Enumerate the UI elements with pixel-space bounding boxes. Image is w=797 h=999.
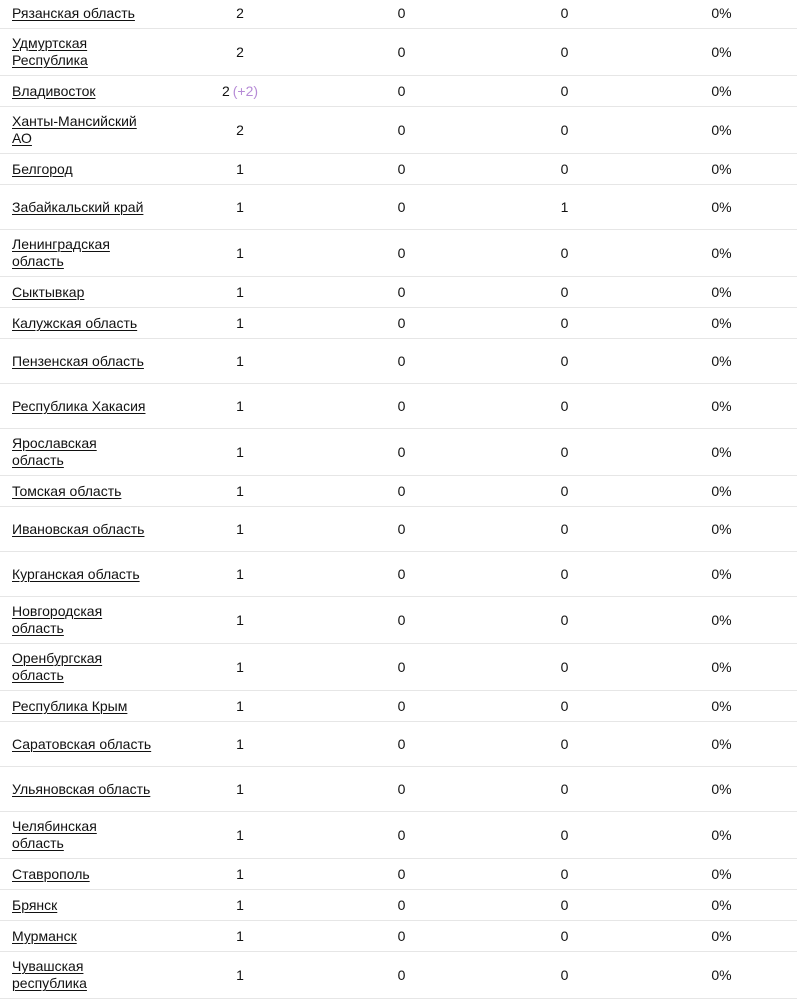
column-3-cell: 0 [397,697,406,714]
column-4-cell: 0 [560,43,569,60]
cases-cell [160,692,320,721]
column-3-cell: 0 [397,896,406,913]
column-3-cell: 0 [397,966,406,983]
table-row [0,767,797,812]
region-name-cell [0,860,160,889]
cases-cell [160,116,320,145]
cases-cell [160,0,320,28]
percent-cell: 0% [711,82,732,99]
table-row [0,859,797,890]
table-row [0,384,797,429]
region-link[interactable]: Ханты-Мансийский АО [12,113,137,146]
region-name-cell [0,0,160,28]
column-4-cell: 0 [560,397,569,414]
table-row [0,154,797,185]
cases-value: 1 [236,397,244,414]
region-name-cell [0,644,160,690]
column-4-cell: 0 [560,82,569,99]
cases-cell [160,309,320,338]
region-link[interactable]: Удмуртская Республика [12,35,88,68]
cases-cell [160,38,320,67]
column-3-cell: 0 [397,198,406,215]
percent-cell: 0% [711,565,732,582]
column-4-cell: 0 [560,735,569,752]
column-4-cell: 0 [560,966,569,983]
region-link[interactable]: Чувашская республика [12,958,87,991]
region-link[interactable]: Томская область [12,482,122,499]
cases-cell [160,477,320,506]
cases-value: 1 [236,198,244,215]
cases-value: 1 [236,896,244,913]
cases-cell [160,961,320,990]
percent-cell: 0% [711,244,732,261]
column-4-cell: 0 [560,160,569,177]
percent-cell: 0% [711,160,732,177]
table-row [0,722,797,767]
column-4-cell: 0 [560,611,569,628]
column-3-cell: 0 [397,565,406,582]
cases-cell [160,560,320,589]
region-name-cell [0,155,160,184]
column-4-cell: 0 [560,658,569,675]
region-name-cell [0,77,160,106]
region-link[interactable]: Белгород [12,160,73,177]
cases-cell [160,860,320,889]
column-3-cell: 0 [397,4,406,21]
column-3-cell: 0 [397,314,406,331]
region-name-cell [0,29,160,75]
column-4-cell: 0 [560,565,569,582]
cases-value: 1 [236,658,244,675]
region-name-cell [0,692,160,721]
column-3-cell: 0 [397,658,406,675]
cases-cell [160,278,320,307]
region-link[interactable]: Новгородская область [12,603,103,636]
region-name-cell [0,597,160,643]
region-name-cell [0,107,160,153]
column-4-cell: 0 [560,121,569,138]
region-link[interactable]: Саратовская область [12,735,152,752]
table-row [0,107,797,154]
region-name-cell [0,429,160,475]
region-name-cell [0,952,160,998]
cases-cell [160,775,320,804]
column-4-cell: 0 [560,314,569,331]
cases-value: 1 [236,352,244,369]
region-link[interactable]: Сыктывкар [12,283,85,300]
table-row [0,890,797,921]
region-name-cell [0,891,160,920]
table-row [0,76,797,107]
column-4-cell: 0 [560,244,569,261]
percent-cell: 0% [711,658,732,675]
region-name-cell [0,309,160,338]
percent-cell: 0% [711,4,732,21]
table-row [0,429,797,476]
cases-cell [160,606,320,635]
column-3-cell: 0 [397,244,406,261]
column-3-cell: 0 [397,82,406,99]
cases-cell [160,922,320,951]
table-row [0,921,797,952]
cases-value: 2 [236,121,244,138]
column-3-cell: 0 [397,352,406,369]
column-4-cell: 0 [560,780,569,797]
region-link[interactable]: Калужская область [12,314,138,331]
table-row [0,476,797,507]
table-row [0,230,797,277]
cases-delta: (+2) [232,82,259,99]
cases-value: 1 [236,735,244,752]
column-3-cell: 0 [397,121,406,138]
column-3-cell: 0 [397,283,406,300]
cases-value: 1 [236,865,244,882]
percent-cell: 0% [711,198,732,215]
cases-value: 1 [236,520,244,537]
cases-value: 1 [236,160,244,177]
cases-value: 1 [236,443,244,460]
cases-value: 1 [236,927,244,944]
region-name-cell [0,392,160,421]
column-3-cell: 0 [397,520,406,537]
column-3-cell: 0 [397,611,406,628]
cases-cell [160,347,320,376]
table-row [0,277,797,308]
cases-value: 2 [236,4,244,21]
column-4-cell: 1 [560,198,569,215]
percent-cell: 0% [711,352,732,369]
percent-cell: 0% [711,482,732,499]
region-name-cell [0,230,160,276]
table-row [0,812,797,859]
cases-value: 1 [236,314,244,331]
region-name-cell [0,812,160,858]
cases-cell [160,821,320,850]
column-4-cell: 0 [560,443,569,460]
table-row [0,952,797,999]
column-4-cell: 0 [560,697,569,714]
percent-cell: 0% [711,520,732,537]
column-4-cell: 0 [560,482,569,499]
cases-value: 1 [236,966,244,983]
region-link[interactable]: Ставрополь [12,865,90,882]
percent-cell: 0% [711,121,732,138]
column-3-cell: 0 [397,927,406,944]
column-3-cell: 0 [397,735,406,752]
region-link[interactable]: Ивановская область [12,520,145,537]
column-3-cell: 0 [397,160,406,177]
table-row [0,507,797,552]
cases-cell [160,193,320,222]
region-name-cell [0,477,160,506]
cases-cell [160,77,320,106]
region-name-cell [0,922,160,951]
percent-cell: 0% [711,826,732,843]
table-row [0,339,797,384]
percent-cell: 0% [711,780,732,797]
column-3-cell: 0 [397,780,406,797]
cases-cell [160,891,320,920]
region-link[interactable]: Республика Хакасия [12,397,146,414]
column-3-cell: 0 [397,397,406,414]
column-4-cell: 0 [560,4,569,21]
cases-value: 1 [236,826,244,843]
region-link[interactable]: Брянск [12,896,58,913]
column-4-cell: 0 [560,865,569,882]
percent-cell: 0% [711,966,732,983]
region-link[interactable]: Курганская область [12,565,140,582]
column-4-cell: 0 [560,283,569,300]
region-name-cell [0,560,160,589]
percent-cell: 0% [711,735,732,752]
cases-value: 1 [236,482,244,499]
column-3-cell: 0 [397,443,406,460]
table-row [0,597,797,644]
region-name-cell [0,515,160,544]
region-link[interactable]: Ульяновская область [12,780,151,797]
cases-value: 1 [236,611,244,628]
cases-value: 1 [236,780,244,797]
percent-cell: 0% [711,927,732,944]
region-link[interactable]: Ярославская область [12,435,97,468]
cases-value: 1 [236,244,244,261]
cases-cell [160,438,320,467]
column-4-cell: 0 [560,352,569,369]
percent-cell: 0% [711,896,732,913]
region-link[interactable]: Ленинградская область [12,236,110,269]
region-link[interactable]: Республика Крым [12,697,128,714]
region-link[interactable]: Мурманск [12,927,77,944]
cases-value: 1 [236,697,244,714]
percent-cell: 0% [711,443,732,460]
column-3-cell: 0 [397,865,406,882]
cases-value: 1 [236,283,244,300]
column-4-cell: 0 [560,826,569,843]
percent-cell: 0% [711,611,732,628]
cases-cell [160,155,320,184]
cases-value: 2 [221,82,230,99]
table-row [0,552,797,597]
table-row [0,308,797,339]
table-row [0,29,797,76]
region-name-cell [0,730,160,759]
column-3-cell: 0 [397,482,406,499]
cases-cell [160,730,320,759]
cases-value: 2 [236,43,244,60]
cases-value: 1 [236,565,244,582]
column-4-cell: 0 [560,927,569,944]
region-name-cell [0,193,160,222]
cases-cell [160,392,320,421]
percent-cell: 0% [711,865,732,882]
region-name-cell [0,278,160,307]
column-3-cell: 0 [397,826,406,843]
table-row [0,185,797,230]
region-link[interactable]: Оренбургская область [12,650,103,683]
percent-cell: 0% [711,314,732,331]
column-4-cell: 0 [560,896,569,913]
region-link[interactable]: Владивосток [12,82,96,99]
region-link[interactable]: Челябинская область [12,818,97,851]
percent-cell: 0% [711,283,732,300]
column-4-cell: 0 [560,520,569,537]
cases-cell [160,515,320,544]
column-3-cell: 0 [397,43,406,60]
percent-cell: 0% [711,697,732,714]
region-link[interactable]: Пензенская область [12,352,144,369]
table-row [0,691,797,722]
cases-cell [160,239,320,268]
region-name-cell [0,775,160,804]
region-name-cell [0,347,160,376]
region-link[interactable]: Рязанская область [12,4,135,21]
cases-cell [160,653,320,682]
table-row [0,644,797,691]
percent-cell: 0% [711,397,732,414]
percent-cell: 0% [711,43,732,60]
table-row [0,0,797,29]
region-link[interactable]: Забайкальский край [12,198,144,215]
